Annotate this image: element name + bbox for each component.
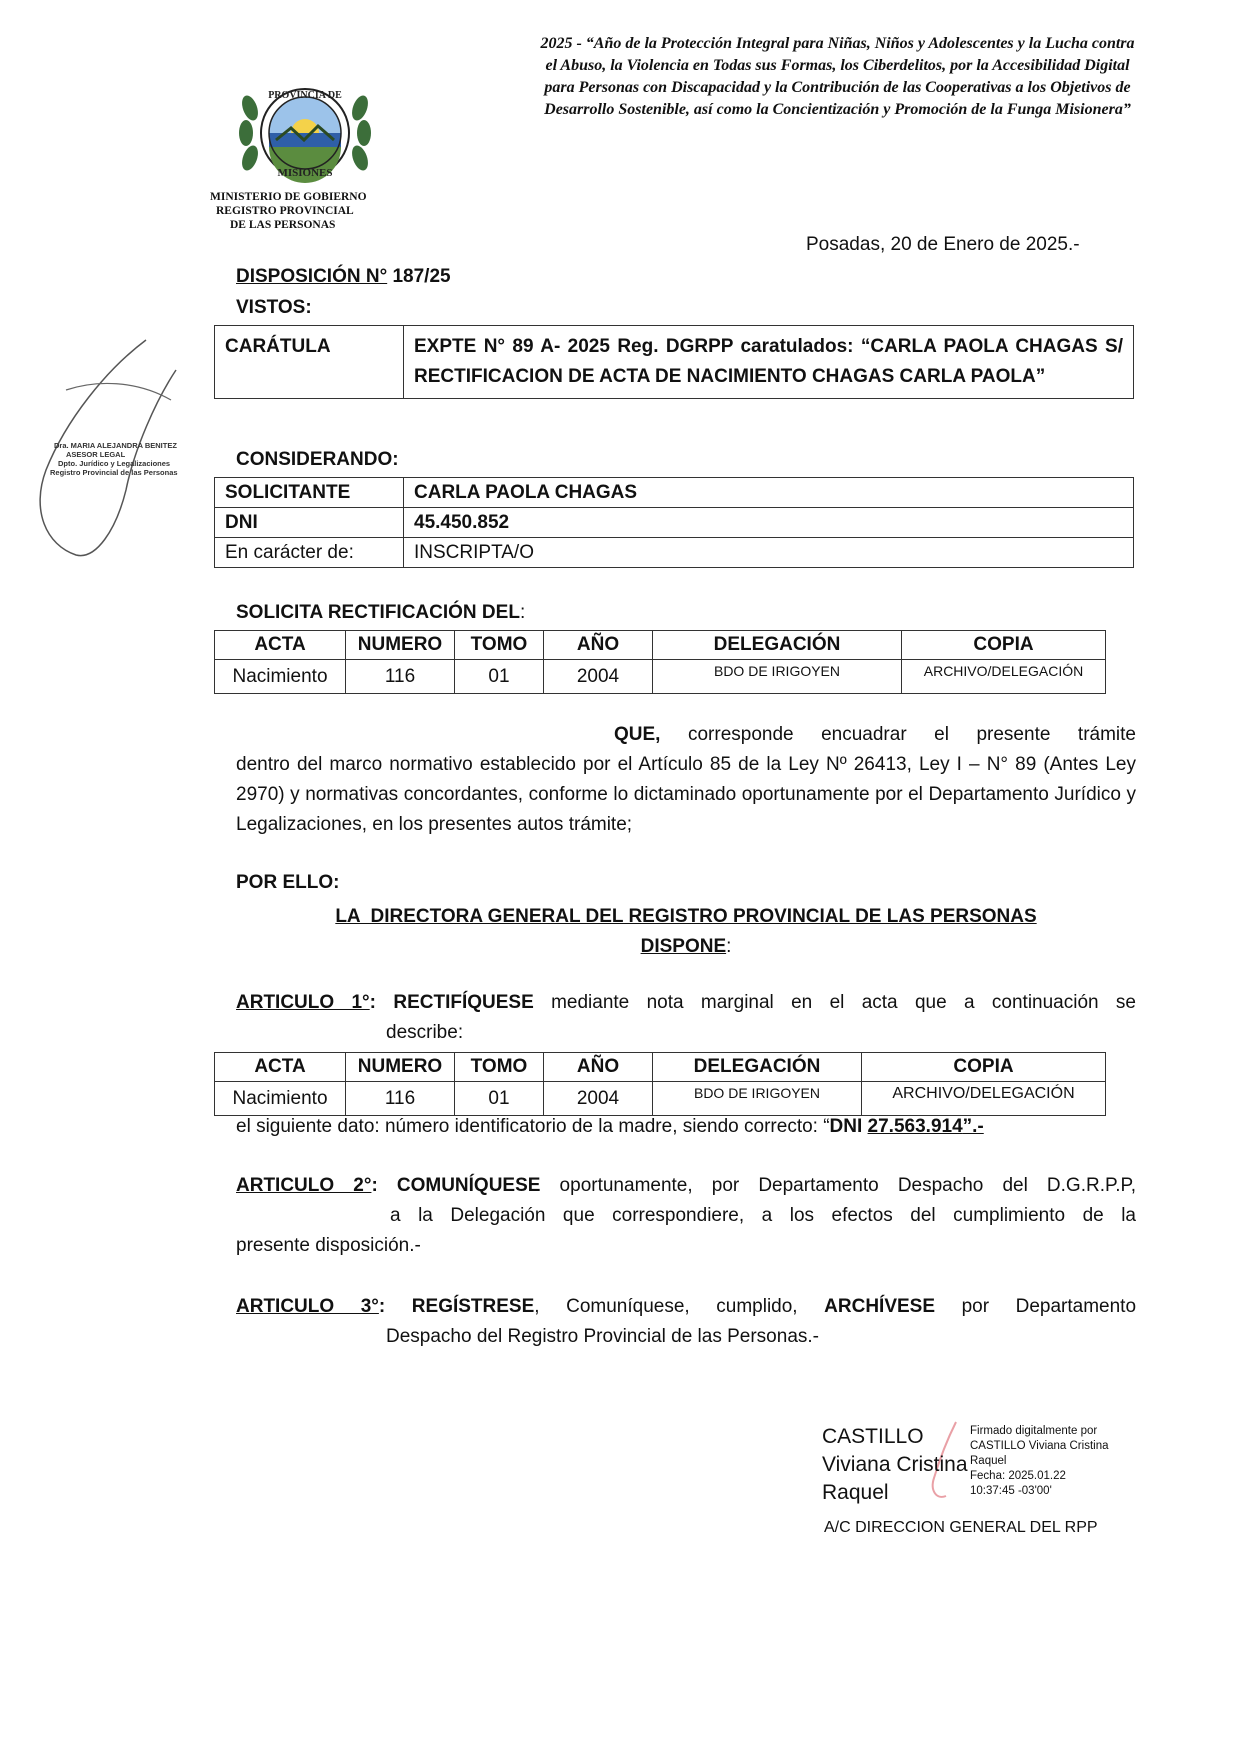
ministry-line: DE LAS PERSONAS — [230, 219, 336, 231]
cell-numero: 116 — [346, 1082, 455, 1116]
provincial-seal-logo — [236, 78, 374, 192]
articulo-1 — [236, 988, 1136, 1048]
ministry-line: MINISTERIO DE GOBIERNO — [210, 191, 367, 203]
acta-table-1 — [214, 630, 1106, 694]
col-anio: AÑO — [544, 631, 653, 660]
art3-label: ARTICULO 3° — [236, 1296, 379, 1317]
caratula-label: CARÁTULA — [215, 326, 404, 399]
art1-text-2: describe: — [386, 1022, 464, 1043]
art1-label: ARTICULO 1° — [236, 992, 370, 1013]
col-anio: AÑO — [544, 1053, 653, 1082]
art1-text: mediante nota marginal en el acta que a continuación se — [533, 992, 1137, 1013]
que-lead: QUE, — [614, 724, 661, 745]
table-row — [215, 478, 1134, 508]
art1-dni-label: DNI — [829, 1116, 868, 1137]
directora-heading: LA DIRECTORA GENERAL DEL REGISTRO PROVINCIAL DE LAS PERSONAS — [335, 906, 1037, 927]
art3-text-2: Despacho del Registro Provincial de las Personas.- — [386, 1326, 819, 1347]
signature-meta — [970, 1424, 1108, 1499]
art1-after — [236, 1116, 984, 1138]
vistos-heading: VISTOS: — [236, 297, 312, 318]
art1-keyword: RECTIFÍQUESE — [393, 992, 534, 1013]
cell-tomo: 01 — [455, 1082, 544, 1116]
caratula-text: EXPTE N° 89 A- 2025 Reg. DGRPP caratulados: “CARLA PAOLA CHAGAS S/ RECTIFICACION DE ACTA DE NACIMIENTO CHAGAS CARLA PAOLA” — [404, 326, 1134, 399]
signature-meta-line: CASTILLO Viviana Cristina — [970, 1440, 1109, 1452]
signature-meta-line: Fecha: 2025.01.22 — [970, 1470, 1066, 1482]
col-numero: NUMERO — [346, 631, 455, 660]
signer-name-line: Raquel — [822, 1481, 889, 1504]
cell-delegacion: BDO DE IRIGOYEN — [653, 1082, 862, 1116]
art1-dni-value: 27.563.914 — [867, 1116, 963, 1137]
art2-text-2: a la Delegación que correspondiere, a los efectos del cumplimiento de la — [390, 1205, 1136, 1226]
cell-acta: Nacimiento — [215, 1082, 346, 1116]
seal-top-text: PROVINCIA DE — [268, 90, 342, 101]
art3-text-b: por Departamento — [935, 1296, 1137, 1317]
art3-text-a: , Comuníquese, cumplido, — [534, 1296, 825, 1317]
signer-name-line: Viviana Cristina — [822, 1453, 968, 1476]
disposicion-heading — [236, 266, 451, 288]
seal-bottom-text: MISIONES — [277, 167, 333, 179]
col-copia: COPIA — [902, 631, 1106, 660]
caracter-label: En carácter de: — [215, 538, 404, 568]
stamp-line: Registro Provincial de las Personas — [50, 468, 178, 477]
col-numero: NUMERO — [346, 1053, 455, 1082]
ministry-block — [210, 190, 367, 232]
signature-meta-line: Firmado digitalmente por — [970, 1425, 1098, 1437]
solicitante-value: CARLA PAOLA CHAGAS — [404, 478, 1134, 508]
col-tomo: TOMO — [455, 1053, 544, 1082]
art3-keyword: REGÍSTRESE — [411, 1296, 535, 1317]
solicita-colon: : — [519, 602, 526, 623]
table-header-row — [215, 1053, 1106, 1082]
solicita-heading — [236, 602, 525, 624]
disposicion-number: 187/25 — [392, 266, 451, 287]
col-acta: ACTA — [215, 1053, 346, 1082]
art3-keyword-2: ARCHÍVESE — [824, 1296, 936, 1317]
cell-delegacion: BDO DE IRIGOYEN — [653, 660, 902, 694]
art2-text: oportunamente, por Departamento Despacho del D.G.R.P.P, — [540, 1175, 1136, 1196]
considerando-heading: CONSIDERANDO: — [236, 449, 399, 470]
solicitante-label: SOLICITANTE — [215, 478, 404, 508]
directora-block — [236, 902, 1136, 962]
col-tomo: TOMO — [455, 631, 544, 660]
art2-text-3: presente disposición.- — [236, 1235, 421, 1256]
por-ello-heading: POR ELLO: — [236, 872, 340, 893]
cell-tomo: 01 — [455, 660, 544, 694]
table-row — [215, 660, 1106, 694]
col-acta: ACTA — [215, 631, 346, 660]
que-paragraph — [236, 720, 1136, 840]
que-text-2: dentro del marco normativo establecido por el Artículo 85 de la Ley Nº 26413, Ley I – N° 89 (Antes Ley 2970) y normativas concordantes, conforme lo dictaminado oportunamente por el Departamento Jurídico y Legalizaciones, en los presentes autos trámite; — [236, 754, 1136, 835]
cell-anio: 2004 — [544, 1082, 653, 1116]
dni-value: 45.450.852 — [404, 508, 1134, 538]
art1-after-end: ”.- — [962, 1116, 984, 1137]
art2-colon: : — [371, 1175, 378, 1196]
cell-acta: Nacimiento — [215, 660, 346, 694]
dni-label: DNI — [215, 508, 404, 538]
cell-anio: 2004 — [544, 660, 653, 694]
cell-copia: ARCHIVO/DELEGACIÓN — [862, 1082, 1106, 1116]
signer-title: A/C DIRECCION GENERAL DEL RPP — [824, 1519, 1098, 1536]
disposicion-label: DISPOSICIÓN N° — [236, 266, 388, 287]
table-row — [215, 508, 1134, 538]
stamp-line: ASESOR LEGAL — [66, 450, 126, 459]
col-delegacion: DELEGACIÓN — [653, 631, 902, 660]
table-row — [215, 538, 1134, 568]
handwritten-signature — [6, 330, 206, 570]
cell-copia: ARCHIVO/DELEGACIÓN — [902, 660, 1106, 694]
stamp-line: Dpto. Jurídico y Legalizaciones — [58, 459, 171, 468]
articulo-2 — [236, 1171, 1136, 1261]
cell-numero: 116 — [346, 660, 455, 694]
art2-keyword: COMUNÍQUESE — [396, 1175, 541, 1196]
que-text-1: corresponde encuadrar el presente trámite — [660, 724, 1136, 745]
dispone-heading: DISPONE — [640, 936, 727, 957]
table-header-row — [215, 631, 1106, 660]
dispone-colon: : — [726, 936, 732, 957]
stamp-line: Dra. MARIA ALEJANDRA BENITEZ — [54, 441, 177, 450]
art3-colon: : — [378, 1296, 386, 1317]
table-row — [215, 1082, 1106, 1116]
art1-after-pre: el siguiente dato: número identificatorio de la madre, siendo correcto: “ — [236, 1116, 830, 1137]
acta-table-2 — [214, 1052, 1106, 1116]
col-copia: COPIA — [862, 1053, 1106, 1082]
signer-name — [822, 1423, 968, 1507]
caratula-table — [214, 325, 1134, 399]
articulo-3 — [236, 1292, 1136, 1352]
art1-colon: : — [369, 992, 376, 1013]
header-motto: 2025 - “Año de la Protección Integral para Niñas, Niños y Adolescentes y la Lucha contra el Abuso, la Violencia en Todas sus Formas, los Ciberdelitos, por la Accesibilidad Digital para Personas con Discapacidad y la Contribución de las Cooperativas a los Objetivos de Desarrollo Sostenible, así como la Concientización y Promoción de la Funga Misionera” — [540, 35, 1135, 118]
caracter-value: INSCRIPTA/O — [404, 538, 1134, 568]
col-delegacion: DELEGACIÓN — [653, 1053, 862, 1082]
ministry-line: REGISTRO PROVINCIAL — [216, 205, 354, 217]
signature-meta-line: Raquel — [970, 1455, 1007, 1467]
signature-meta-line: 10:37:45 -03'00' — [970, 1485, 1052, 1497]
solicita-label: SOLICITA RECTIFICACIÓN DEL — [236, 602, 520, 623]
date-line: Posadas, 20 de Enero de 2025.- — [806, 234, 1080, 255]
solicitante-table — [214, 477, 1134, 568]
signer-name-line: CASTILLO — [822, 1425, 924, 1448]
art2-label: ARTICULO 2° — [236, 1175, 372, 1196]
